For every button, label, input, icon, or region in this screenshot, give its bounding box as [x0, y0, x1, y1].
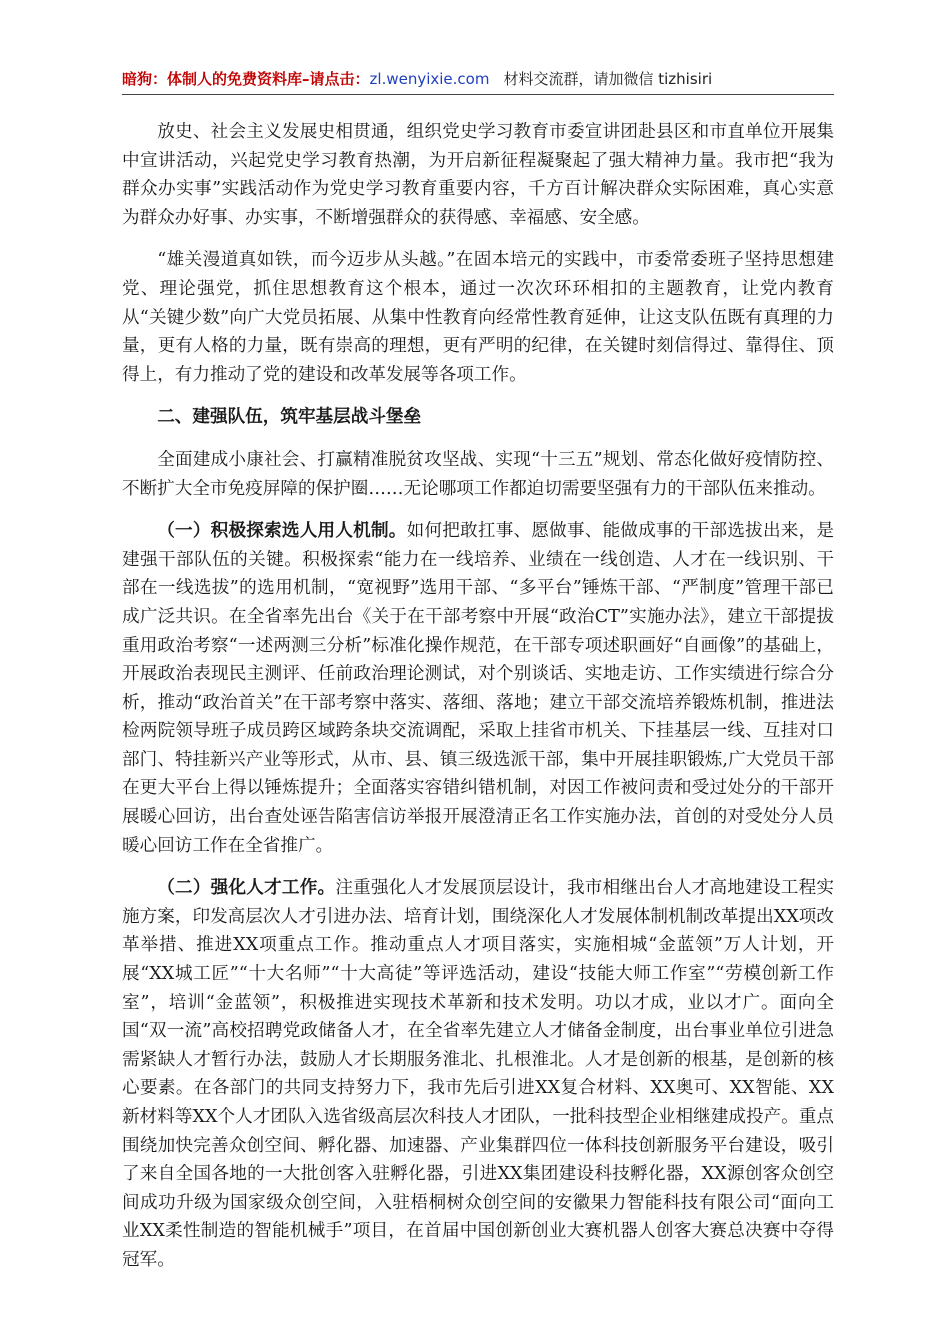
document-header	[122, 64, 834, 95]
header-brand: 暗狗：体制人的免费资料库	[122, 70, 303, 88]
paragraph	[122, 874, 834, 1274]
paragraph: “雄关漫道真如铁，而今迈步从头越。”在固本培元的实践中，市委常委班子坚持思想建党、理论强党，抓住思想教育这个根本，通过一次次环环相扣的主题教育，让党内教育从“关键少数”向广大党员拓展、从集中性教育向经常性教育延伸，让这支队伍既有真理的力量，更有人格的力量，既有崇高的理想，更有严明的纪律，在关键时刻信得过、靠得住、顶得上，有力推动了党的建设和改革发展等各项工作。	[122, 250, 834, 385]
paragraph-text: 注重强化人才发展顶层设计，我市相继出台人才高地建设工程实施方案，印发高层次人才引进办法、培育计划，围绕深化人才发展体制机制改革提出XX项改革举措、推进XX项重点工作。推动重点人才项目落实，实施相城“金蓝领”万人计划，开展“XX城工匠”“十大名师”“十大高徒”等评选活动，建设“技能大师工作室”“劳模创新工作室”，培训“金蓝领”，积极推进实现技术革新和技术发明。功以才成，业以才广。面向全国“双一流”高校招聘党政储备人才，在全省率先建立人才储备金制度，出台事业单位引进急需紧缺人才暂行办法，鼓励人才长期服务淮北、扎根淮北。人才是创新的根基，是创新的核心要素。在各部门的共同支持努力下，我市先后引进XX复合材料、XX奥可、XX智能、XX新材料等XX个人才团队入选省级高层次科技人才团队，一批科技型企业相继建成投产。重点围绕加快完善众创空间、孵化器、加速器、产业集群四位一体科技创新服务平台建设，吸引了来自全国各地的一大批创客入驻孵化器，引进XX集团建设科技孵化器，XX源创客众创空间成功升级为国家级众创空间，入驻梧桐树众创空间的安徽果力智能科技有限公司“面向工业XX柔性制造的智能机械手”项目，在首届中国创新创业大赛机器人创客大赛总决赛中夺得冠军。	[122, 878, 834, 1270]
section-heading: 二、建强队伍，筑牢基层战斗堡垒	[157, 407, 422, 428]
subsection-heading: （一）积极探索选人用人机制。	[157, 521, 407, 542]
paragraph: 放史、社会主义发展史相贯通，组织党史学习教育市委宣讲团赴县区和市直单位开展集中宣讲活动，兴起党史学习教育热潮，为开启新征程凝聚起了强大精神力量。我市把“我为群众办实事”实践活动作为党史学习教育重要内容，千方百计解决群众实际困难，真心实意为群众办好事、办实事，不断增强群众的获得感、幸福感、安全感。	[122, 122, 834, 228]
header-click-prefix: –请点击：	[302, 70, 370, 88]
paragraph-text: 如何把敢扛事、愿做事、能做成事的干部选拔出来，是建强干部队伍的关键。积极探索“能力在一线培养、业绩在一线创造、人才在一线识别、干部在一线选拔”的选用机制，“宽视野”选用干部、“多平台”锤炼干部、“严制度”管理干部已成广泛共识。在全省率先出台《关于在干部考察中开展“政治CT”实施办法》，建立干部提拔重用政治考察“一述两测三分析”标准化操作规范，在干部专项述职画好“自画像”的基础上，开展政治表现民主测评、任前政治理论测试，对个别谈话、实地走访、工作实绩进行综合分析，推动“政治首关”在干部考察中落实、落细、落地；建立干部交流培养锻炼机制，推进法检两院领导班子成员跨区域跨条块交流调配，采取上挂省市机关、下挂基层一线、互挂对口部门、特挂新兴产业等形式，从市、县、镇三级选派干部，集中开展挂职锻炼,广大党员干部在更大平台上得以锤炼提升；全面落实容错纠错机制，对因工作被问责和受过处分的干部开展暖心回访，出台查处诬告陷害信访举报开展澄清正名工作实施办法，首创的对受处分人员暖心回访工作在全省推广。	[122, 521, 834, 856]
subsection-heading: （二）强化人才工作。	[157, 878, 336, 899]
header-group-info: 材料交流群，请加微信 tizhisiri	[503, 70, 713, 88]
paragraph: 全面建成小康社会、打赢精准脱贫攻坚战、实现“十三五”规划、常态化做好疫情防控、不断扩大全市免疫屏障的保护圈……无论哪项工作都迫切需要坚强有力的干部队伍来推动。	[122, 449, 834, 499]
paragraph	[122, 517, 834, 860]
header-site-link[interactable]: zl.wenyixie.com	[369, 70, 490, 88]
document-body	[122, 118, 834, 1275]
